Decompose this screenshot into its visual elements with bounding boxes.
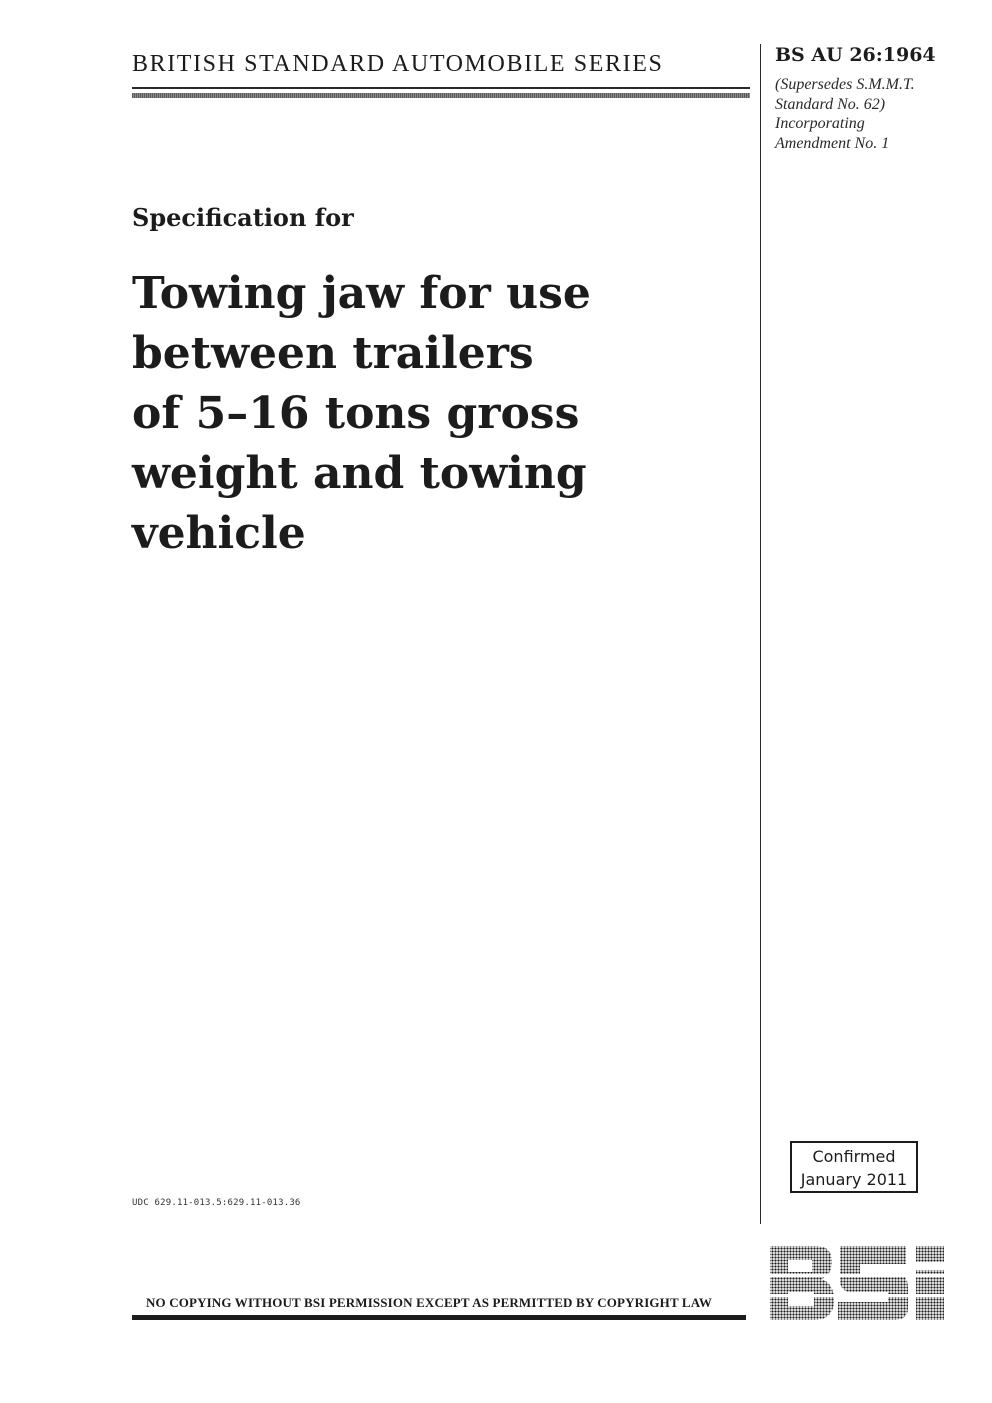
standard-number: BS AU 26:1964: [775, 44, 936, 66]
title-line: Towing jaw for use: [132, 268, 591, 319]
footer-rule: [132, 1315, 746, 1320]
standard-note-line: Incorporating: [775, 115, 865, 132]
title-line: of 5–16 tons gross: [132, 388, 580, 439]
standard-note-line: Amendment No. 1: [775, 134, 890, 152]
copyright-notice: NO COPYING WITHOUT BSI PERMISSION EXCEPT AS PERMITTED BY COPYRIGHT LAW: [146, 1295, 712, 1310]
confirmed-stamp: [790, 1141, 918, 1193]
standard-note-line: (Supersedes S.M.M.T.: [775, 76, 915, 93]
document-title: [132, 264, 742, 564]
standard-note-line: Standard No. 62): [775, 95, 886, 113]
specification-prefix: Specification for: [132, 203, 354, 232]
header-rule-thin: [132, 87, 750, 89]
margin-divider: [760, 44, 761, 1224]
title-line: weight and towing: [132, 448, 587, 499]
standard-notes: [775, 75, 915, 153]
confirmed-date: January 2011: [800, 1170, 908, 1189]
title-line: vehicle: [132, 508, 306, 559]
header-rule-thick: [132, 93, 750, 98]
title-line: between trailers: [132, 328, 534, 379]
series-title: BRITISH STANDARD AUTOMOBILE SERIES: [132, 51, 664, 77]
confirmed-label: Confirmed: [812, 1147, 896, 1166]
udc-classification: UDC 629.11-013.5:629.11-013.36: [132, 1198, 301, 1208]
bsi-logo: [768, 1244, 946, 1322]
